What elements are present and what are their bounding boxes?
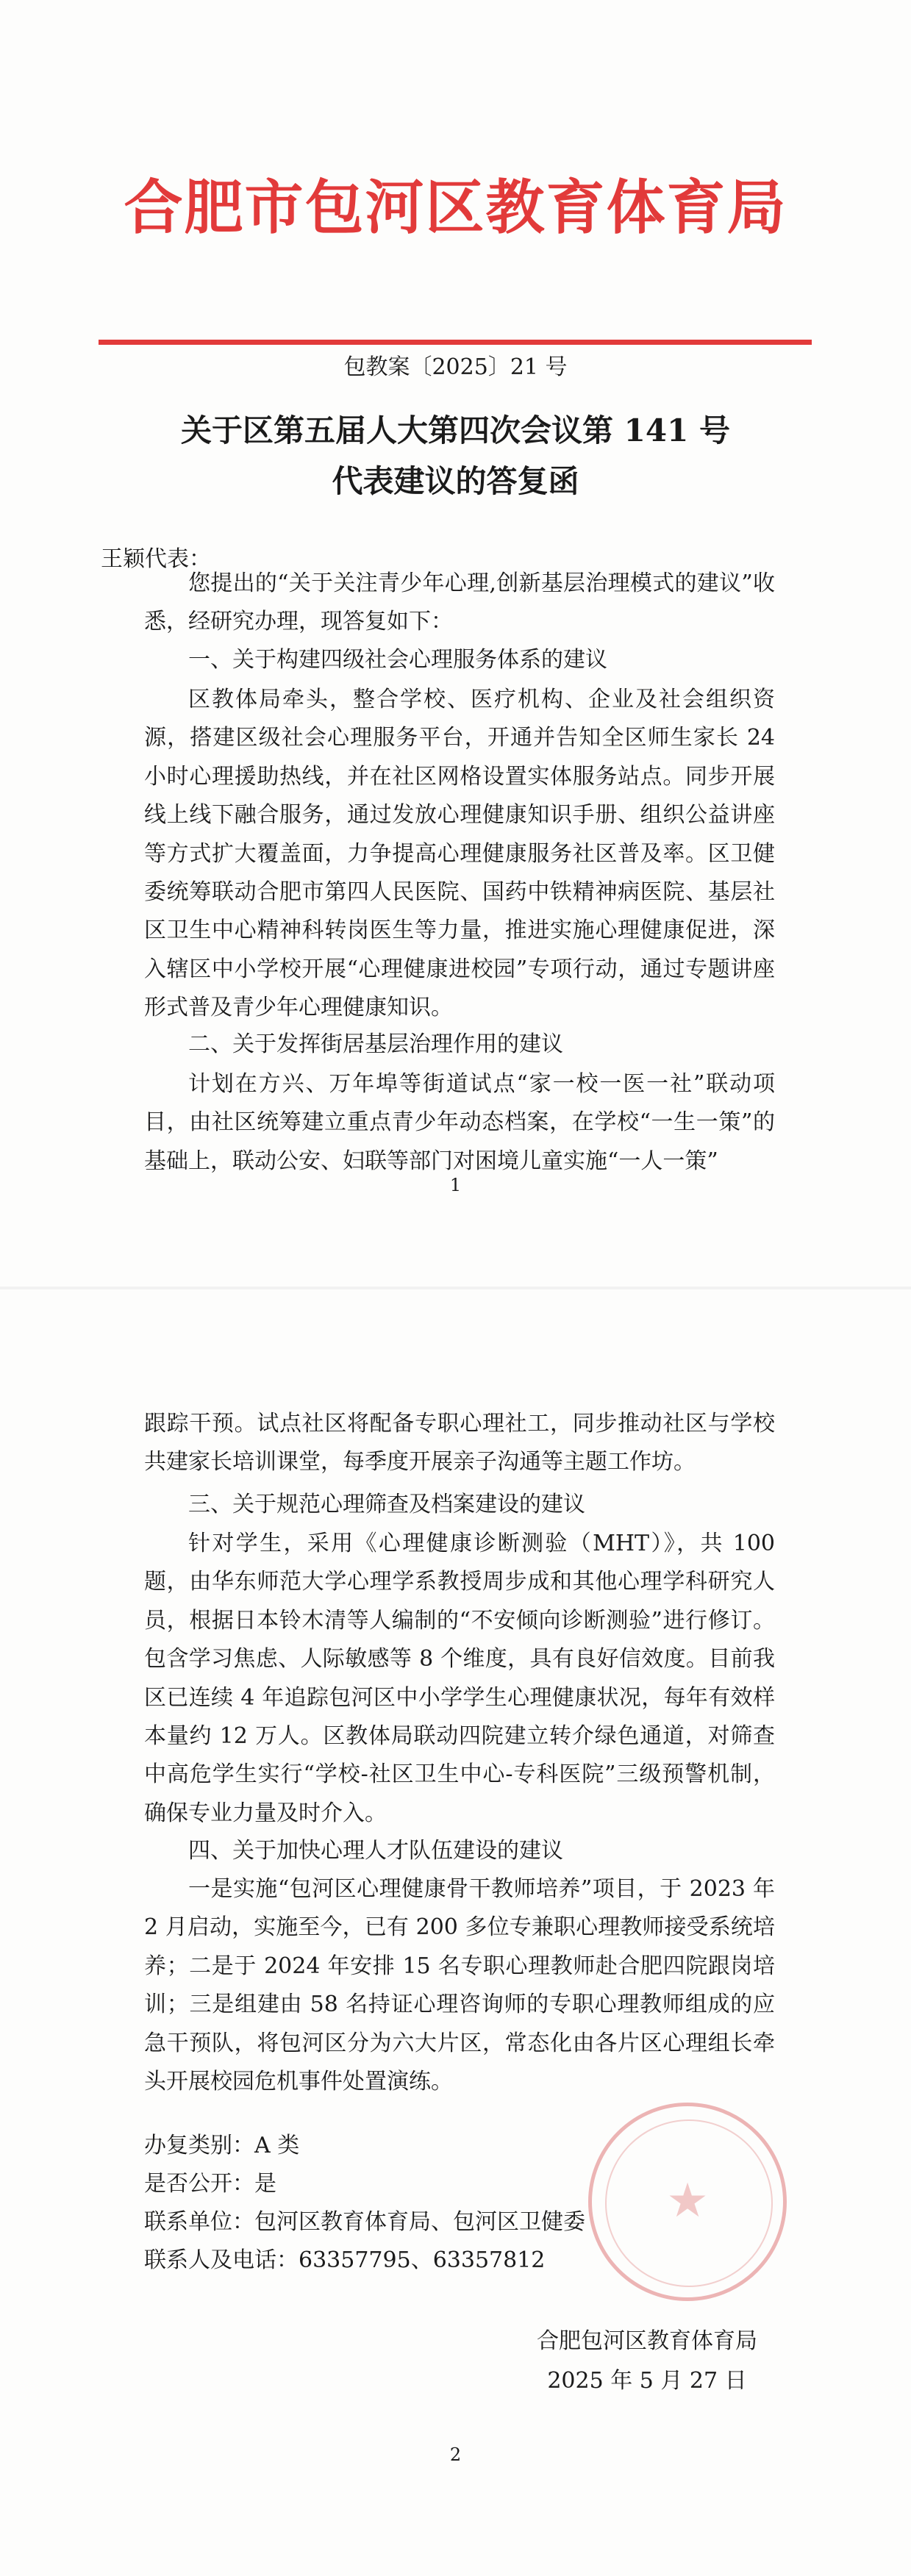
page-number-2: 2 — [449, 2444, 462, 2465]
document-title-line-1: 关于区第五届人大第四次会议第 141 号 — [181, 412, 730, 448]
section-1-heading: 一、关于构建四级社会心理服务体系的建议 — [188, 647, 607, 673]
page-1 — [0, 0, 911, 1287]
section-2-paragraph-part-1 — [144, 1065, 775, 1181]
signature-date: 2025 年 5 月 27 日 — [547, 2368, 747, 2394]
meta-public: 是否公开：是 — [144, 2171, 276, 2197]
section-2-paragraph-part-2 — [144, 1405, 775, 1482]
salutation: 王颖代表： — [101, 546, 211, 572]
section-3-text: 针对学生，采用《心理健康诊断测验（MHT）》，共 100 题，由华东师范大学心理学系教授周步成和其他心理学科研究人员，根据日本铃木清等人编制的“不安倾向诊断测验”进行修订。包含学习焦虑、人际敏感等 8 个维度，具有良好信效度。目前我区已连续 4 年追踪包河区中小学学生心理健康状况，每年有效样本量约 12 万人。区教体局联动四院建立转介绿色通道，对筛查中高危学生实行“学校-社区卫生中心-专科医院”三级预警机制，确保专业力量及时介入。 — [144, 1531, 775, 1826]
section-4-paragraph — [144, 1870, 775, 2101]
page-number-1: 1 — [449, 1175, 462, 1195]
section-1-paragraph — [144, 681, 775, 1028]
meta-category: 办复类别：A 类 — [144, 2133, 300, 2158]
meta-contact-units: 联系单位：包河区教育体育局、包河区卫健委 — [144, 2209, 585, 2235]
section-2-text-part-1: 计划在方兴、万年埠等街道试点“家一校一医一社”联动项目，由社区统筹建立重点青少年动态档案，在学校“一生一策”的基础上，联动公安、妇联等部门对困境儿童实施“一人一策” — [144, 1071, 775, 1174]
signature-org: 合肥包河区教育体育局 — [537, 2328, 757, 2354]
section-3-paragraph — [144, 1525, 775, 1833]
document-number: 包教案〔2025〕21 号 — [343, 354, 568, 380]
section-4-text: 一是实施“包河区心理健康骨干教师培养”项目，于 2023 年 2 月启动，实施至今，已有 200 多位专兼职心理教师接受系统培养；二是于 2024 年安排 15 名专职心理教师赴合肥四院跟岗培训；三是组建由 58 名持证心理咨询师的专职心理教师组成的应急干预队，将包河区分为六大片区，常态化由各片区心理组长牵头开展校园危机事件处置演练。 — [144, 1876, 775, 2095]
seal-star-icon: ★ — [666, 2174, 709, 2228]
org-header-title: 合肥市包河区教育体育局 — [124, 173, 787, 242]
section-1-text: 区教体局牵头，整合学校、医疗机构、企业及社会组织资源，搭建区级社会心理服务平台，开通并告知全区师生家长 24 小时心理援助热线，并在社区网格设置实体服务站点。同步开展线上线下融合服务，通过发放心理健康知识手册、组织公益讲座等方式扩大覆盖面，力争提高心理健康服务社区普及率。区卫健委统筹联动合肥市第四人民医院、国药中铁精神病医院、基层社区卫生中心精神科转岗医生等力量，推进实施心理健康促进，深入辖区中小学校开展“心理健康进校园”专项行动，通过专题讲座形式普及青少年心理健康知识。 — [144, 687, 775, 1021]
section-3-heading: 三、关于规范心理筛查及档案建设的建议 — [188, 1492, 585, 1517]
intro-paragraph — [144, 565, 775, 642]
document-title-line-2: 代表建议的答复函 — [332, 463, 579, 499]
section-4-heading: 四、关于加快心理人才队伍建设的建议 — [188, 1838, 563, 1864]
intro-text: 您提出的“关于关注青少年心理,创新基层治理模式的建议”收悉，经研究办理，现答复如下： — [144, 570, 775, 635]
red-divider-line — [99, 340, 812, 345]
meta-contact-phone: 联系人及电话：63357795、63357812 — [144, 2247, 546, 2273]
section-2-text-part-2: 跟踪干预。试点社区将配备专职心理社工，同步推动社区与学校共建家长培训课堂，每季度开展亲子沟通等主题工作坊。 — [144, 1411, 775, 1475]
section-2-heading: 二、关于发挥街居基层治理作用的建议 — [188, 1031, 563, 1057]
official-seal-stamp — [588, 2103, 787, 2301]
